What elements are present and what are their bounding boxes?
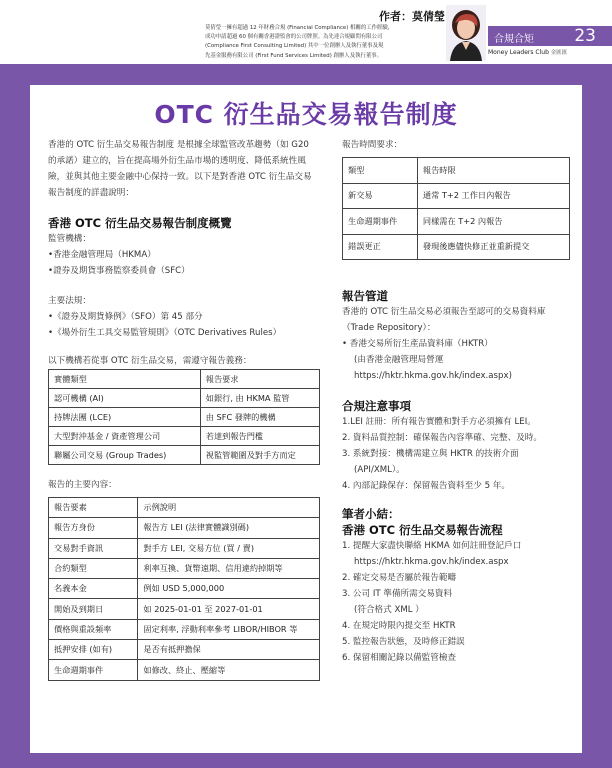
table-cell: 認可機構 (AI) bbox=[49, 389, 201, 408]
right-column bbox=[342, 137, 570, 666]
table-header-row bbox=[49, 370, 320, 389]
left-column bbox=[48, 137, 320, 681]
table-row bbox=[49, 408, 320, 427]
table-cell: 如 2025-01-01 至 2027-01-01 bbox=[138, 599, 320, 619]
club-name bbox=[488, 48, 612, 56]
table-row bbox=[49, 389, 320, 408]
compliance-item: (API/XML）。 bbox=[354, 465, 405, 475]
table-cell: 開始及到期日 bbox=[49, 599, 138, 619]
content-label: 報告的主要內容： bbox=[48, 480, 117, 490]
table-cell: 持牌法團 (LCE) bbox=[49, 408, 201, 427]
table-row bbox=[49, 660, 320, 680]
table-header-row bbox=[343, 158, 570, 184]
author-photo bbox=[446, 5, 486, 61]
compliance-item: 3. 系統對接：機構需建立與 HKTR 的技術介面 bbox=[342, 449, 519, 459]
entities-table bbox=[48, 369, 320, 465]
table-cell: 如修改、終止、壓縮等 bbox=[138, 660, 320, 680]
table-cell: 同樣需在 T+2 內報告 bbox=[417, 209, 569, 235]
author-name: 作者：莫倩瑩 bbox=[379, 10, 445, 23]
author-bio bbox=[205, 24, 447, 61]
intro-paragraph: 香港的 OTC 衍生品交易報告制度 是根據全球監管改革趨勢（如 G20 的承諾）建立的，旨在提高場外衍生品市場的透明度、降低系統性風險，並與其他主要金融中心保持一致。以下是對香港 OTC 衍生品交易報告制度的詳盡說明： bbox=[48, 140, 312, 198]
law-item: •《場外衍生工具交易監管規則》（OTC Derivatives Rules） bbox=[48, 328, 282, 338]
club-name-zh: 金匯匯 bbox=[550, 50, 567, 56]
summary-item: 2. 確定交易是否屬於報告範疇 bbox=[342, 573, 457, 583]
table-row bbox=[343, 183, 570, 209]
table-cell: 若達到報告門檻 bbox=[200, 427, 319, 446]
author-bio-line: 莫倩瑩一擁有超過 12 年財務合規 (Financial Compliance) 相關的工作經驗， bbox=[205, 25, 394, 31]
table-row bbox=[49, 518, 320, 538]
section-label: 合規合矩 bbox=[494, 34, 534, 45]
table-row bbox=[49, 640, 320, 660]
table-cell: 由 SFC 發牌的機構 bbox=[200, 408, 319, 427]
table-cell: 聯屬公司交易 (Group Trades) bbox=[49, 446, 201, 465]
table-cell: 價格與重設頻率 bbox=[49, 619, 138, 639]
table-cell: 報告方 LEI (法律實體識別碼) bbox=[138, 518, 320, 538]
regulator-item: •證券及期貨事務監察委員會（SFC） bbox=[48, 266, 190, 276]
table-cell: 抵押安排 (如有) bbox=[49, 640, 138, 660]
table-cell: 利率互換、貨幣遠期、信用違約掉期等 bbox=[138, 558, 320, 578]
table-cell: 對手方 LEI, 交易方位 (買 / 賣) bbox=[138, 538, 320, 558]
table-header-cell: 類型 bbox=[343, 158, 418, 184]
regulator-item: •香港金融管理局（HKMA） bbox=[48, 250, 156, 260]
law-item: •《證券及期貨條例》（SFO）第 45 部分 bbox=[48, 312, 203, 322]
page-number: 23 bbox=[574, 26, 596, 46]
summary-heading: 筆者小結： bbox=[342, 507, 400, 521]
table-cell: 如銀行, 由 HKMA 監管 bbox=[200, 389, 319, 408]
author-portrait-image bbox=[446, 5, 486, 61]
summary-item: 1. 提醒大家盡快聯絡 HKMA 如何註冊登記戶口 bbox=[342, 541, 522, 551]
table-cell: 生命週期事件 bbox=[343, 209, 418, 235]
table-row bbox=[49, 427, 320, 446]
table-row bbox=[49, 599, 320, 619]
article-card bbox=[30, 85, 582, 753]
club-name-en: Money Leaders Club bbox=[488, 49, 549, 56]
compliance-item: 2. 資料品質控制：確保報告內容準確、完整、及時。 bbox=[342, 433, 542, 443]
table-row bbox=[49, 446, 320, 465]
table-row bbox=[49, 579, 320, 599]
table-header-row bbox=[49, 498, 320, 518]
section-tag bbox=[488, 26, 612, 46]
table-header-cell: 示例說明 bbox=[138, 498, 320, 518]
timing-table bbox=[342, 157, 570, 260]
table-cell: 大型對沖基金 / 資產管理公司 bbox=[49, 427, 201, 446]
table-header-cell: 報告要素 bbox=[49, 498, 138, 518]
channel-bullet: • 香港交易所衍生產品資料庫（HKTR） bbox=[342, 339, 493, 349]
overview-heading: 香港 OTC 衍生品交易報告制度概覽 bbox=[48, 216, 232, 230]
table-cell: 發現後應儘快修正並重新提交 bbox=[417, 234, 569, 260]
table-header-cell: 報告要求 bbox=[200, 370, 319, 389]
compliance-item: 4. 內部記錄保存：保留報告資料至少 5 年。 bbox=[342, 481, 510, 491]
page-header bbox=[0, 0, 612, 64]
table-header-cell: 實體類型 bbox=[49, 370, 201, 389]
table-cell: 名義本金 bbox=[49, 579, 138, 599]
author-bio-line: 先基金服務有限公司 (First Fund Services Limited) 創辦人及執行董事。 bbox=[205, 52, 383, 59]
compliance-heading: 合規注意事項 bbox=[342, 399, 411, 413]
table-row bbox=[49, 538, 320, 558]
table-row bbox=[343, 234, 570, 260]
table-cell: 視監管範圍及對手方而定 bbox=[200, 446, 319, 465]
channel-heading: 報告管道 bbox=[342, 289, 388, 303]
summary-url: https://hktr.hkma.gov.hk/index.aspx bbox=[354, 557, 509, 567]
table-cell: 通常 T+2 工作日內報告 bbox=[417, 183, 569, 209]
table-row bbox=[343, 209, 570, 235]
table-cell: 錯誤更正 bbox=[343, 234, 418, 260]
table-cell: 是否有抵押擔保 bbox=[138, 640, 320, 660]
channel-sub: (由香港金融管理局營運 bbox=[354, 355, 444, 365]
summary-item: 4. 在規定時限內提交至 HKTR bbox=[342, 621, 456, 631]
summary-item: 5. 監控報告狀態，及時修正錯誤 bbox=[342, 637, 465, 647]
channel-text: 香港的 OTC 衍生品交易必須報告至認可的交易資料庫（Trade Repository）： bbox=[342, 307, 546, 333]
table-cell: 報告方身份 bbox=[49, 518, 138, 538]
summary-subheading: 香港 OTC 衍生品交易報告流程 bbox=[342, 523, 503, 537]
author-bio-line: (Compliance First Consulting Limited) 其中一位創辦人及執行董事及現 bbox=[205, 43, 384, 50]
article-title: OTC 衍生品交易報告制度 bbox=[154, 100, 458, 129]
compliance-item: 1.LEI 註冊：所有報告實體和對手方必須擁有 LEI。 bbox=[342, 417, 536, 427]
table-cell: 例如 USD 5,000,000 bbox=[138, 579, 320, 599]
table-header-cell: 報告時限 bbox=[417, 158, 569, 184]
table-cell: 生命週期事件 bbox=[49, 660, 138, 680]
author-bio-line: 成功申請超過 60 個有關香港證監會的公司牌照。為先達合規顧問有限公司 bbox=[205, 34, 383, 41]
channel-url: https://hktr.hkma.gov.hk/index.aspx) bbox=[354, 371, 512, 381]
summary-item: (符合格式 XML ） bbox=[354, 605, 424, 615]
timing-label: 報告時間要求： bbox=[342, 140, 403, 150]
table-row bbox=[49, 558, 320, 578]
summary-item: 3. 公司 IT 準備所需交易資料 bbox=[342, 589, 453, 599]
table-cell: 新交易 bbox=[343, 183, 418, 209]
content-table bbox=[48, 497, 320, 681]
laws-label: 主要法規： bbox=[48, 296, 91, 306]
table-cell: 合約類型 bbox=[49, 558, 138, 578]
regulators-label: 監管機構： bbox=[48, 234, 91, 244]
summary-item: 6. 保留相關記錄以備監管檢查 bbox=[342, 653, 457, 663]
entities-intro: 以下機構若從事 OTC 衍生品交易，需遵守報告義務： bbox=[48, 356, 252, 366]
table-cell: 固定利率, 浮動利率參考 LIBOR/HIBOR 等 bbox=[138, 619, 320, 639]
table-cell: 交易對手資訊 bbox=[49, 538, 138, 558]
table-row bbox=[49, 619, 320, 639]
